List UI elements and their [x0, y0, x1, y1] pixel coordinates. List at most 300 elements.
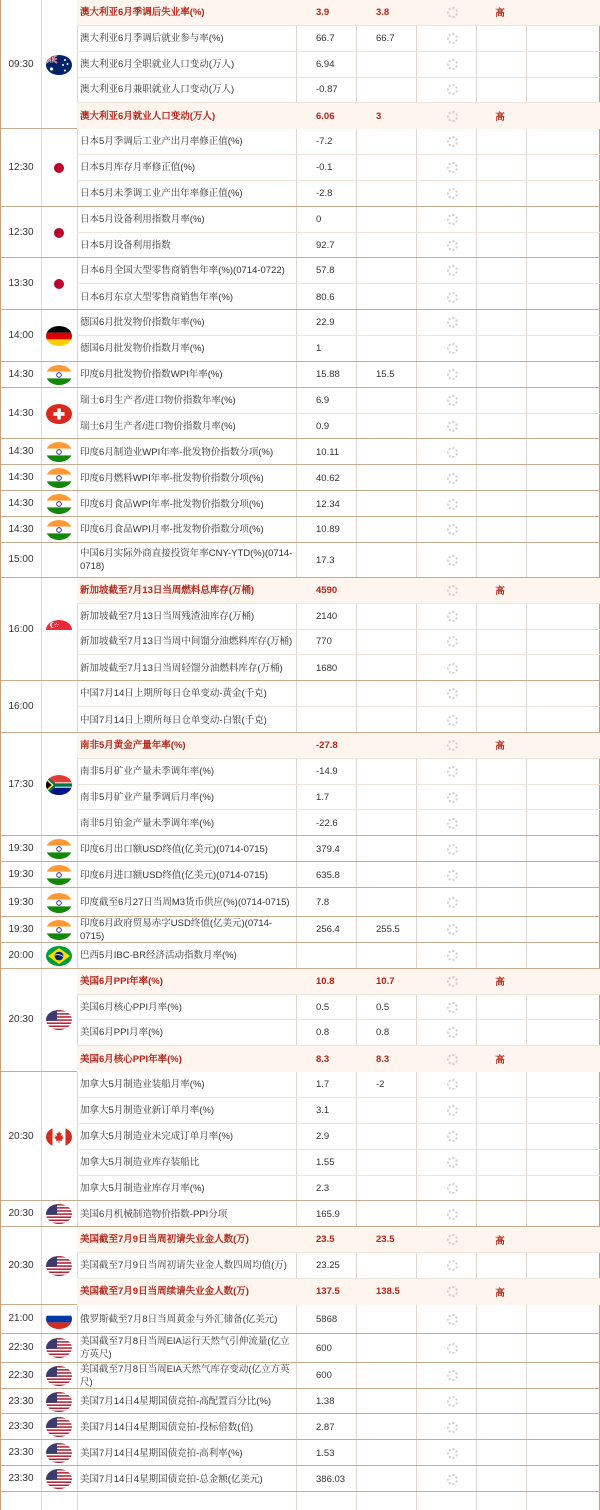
india-flag	[46, 520, 72, 540]
loading-spinner-icon	[447, 136, 458, 147]
loading-spinner-icon	[447, 740, 458, 751]
table-row[interactable]	[77, 604, 600, 630]
indicator-name: 印度6月食品WPI月率-批发物价指数分项(%)	[80, 524, 264, 536]
usa-flag	[46, 1010, 72, 1030]
table-row[interactable]	[77, 155, 600, 181]
event-time: 20:00	[8, 949, 34, 961]
importance-label: 高	[495, 741, 505, 753]
loading-spinner-icon	[447, 870, 458, 881]
importance-badge	[475, 862, 525, 888]
loading-spinner-icon	[447, 265, 458, 276]
previous-value: 635.8	[316, 869, 340, 881]
indicator-name: 俄罗斯截至7月8日当周黄金与外汇储备(亿美元)	[80, 1313, 278, 1325]
indicator-name: 美国截至7月9日当周初请失业金人数四周均值(万)	[80, 1260, 287, 1272]
actual-value-pending	[422, 604, 482, 629]
actual-value-pending	[422, 1415, 482, 1441]
table-row[interactable]	[77, 888, 600, 917]
importance-badge	[475, 995, 525, 1020]
previous-value: 17.3	[316, 554, 335, 566]
importance-badge	[475, 578, 525, 603]
table-row[interactable]	[77, 759, 600, 785]
previous-value: 2.9	[316, 1130, 330, 1142]
indicator-name: 日本5月设备利用指数月率(%)	[80, 213, 205, 225]
loading-spinner-icon	[447, 844, 458, 855]
previous-value: 1.55	[316, 1156, 335, 1168]
table-row[interactable]	[77, 733, 600, 759]
usa-flag	[46, 1204, 72, 1224]
table-row[interactable]	[77, 517, 600, 543]
table-row[interactable]	[77, 1072, 600, 1098]
importance-label: 高	[495, 1235, 505, 1247]
event-time: 22:30	[8, 1369, 34, 1381]
event-group	[1, 129, 600, 207]
importance-badge	[475, 1363, 525, 1389]
importance-badge	[475, 1305, 525, 1334]
table-row[interactable]	[77, 52, 600, 78]
indicator-name: 南非5月矿业产量未季调年率(%)	[80, 765, 215, 777]
importance-label: 高	[495, 586, 505, 598]
actual-value-pending	[422, 1124, 482, 1149]
loading-spinner-icon	[447, 976, 458, 987]
loading-spinner-icon	[447, 369, 458, 380]
importance-badge	[475, 681, 525, 706]
previous-value: 23.5	[316, 1234, 335, 1246]
table-row[interactable]	[77, 1020, 600, 1046]
importance-badge	[475, 759, 525, 784]
previous-value: 600	[316, 1342, 332, 1354]
indicator-name: 中国7月14日上期所每日仓单变动-黄金(千克)	[80, 688, 267, 700]
loading-spinner-icon	[447, 395, 458, 406]
indicator-name: 印度6月制造业WPI年率-批发物价指数分项(%)	[80, 446, 274, 458]
indicator-name: 加拿大5月制造业库存月率(%)	[80, 1182, 205, 1194]
brazil-flag	[46, 946, 72, 966]
event-group	[1, 1363, 600, 1389]
usa-flag	[46, 1443, 72, 1463]
loading-spinner-icon	[447, 688, 458, 699]
loading-spinner-icon	[447, 663, 458, 674]
forecast-value: 255.5	[376, 924, 400, 936]
previous-value: 0.9	[316, 421, 330, 433]
actual-value-pending	[422, 543, 482, 578]
indicator-name: 加拿大5月制造业新订单月率(%)	[80, 1104, 215, 1116]
loading-spinner-icon	[447, 473, 458, 484]
loading-spinner-icon	[447, 240, 458, 251]
actual-value-pending	[422, 862, 482, 888]
importance-badge	[475, 1020, 525, 1045]
previous-value: 1.53	[316, 1447, 335, 1459]
importance-badge	[475, 1440, 525, 1466]
table-row[interactable]	[77, 1440, 600, 1466]
importance-badge	[475, 1098, 525, 1123]
previous-value: 57.8	[316, 265, 335, 277]
actual-value-pending	[422, 491, 482, 517]
table-row[interactable]	[77, 681, 600, 707]
importance-badge	[475, 655, 525, 681]
indicator-name: 日本5月设备利用指数	[80, 240, 171, 252]
importance-badge	[475, 181, 525, 207]
table-row[interactable]	[77, 995, 600, 1021]
table-row[interactable]	[77, 543, 600, 578]
table-row[interactable]	[77, 129, 600, 155]
actual-value-pending	[422, 517, 482, 543]
event-time: 23:30	[8, 1421, 34, 1433]
forecast-value: 3	[376, 110, 382, 122]
previous-value: -2.8	[316, 188, 333, 200]
loading-spinner-icon	[447, 1260, 458, 1271]
previous-value: 12.34	[316, 498, 340, 510]
previous-value: 0.8	[316, 1027, 330, 1039]
previous-value: 7.8	[316, 897, 330, 909]
loading-spinner-icon	[447, 715, 458, 726]
event-group	[1, 439, 600, 465]
table-row[interactable]	[77, 1305, 600, 1334]
table-row[interactable]	[77, 439, 600, 465]
table-row[interactable]	[77, 491, 600, 517]
india-flag	[46, 865, 72, 885]
table-row[interactable]	[77, 259, 600, 285]
indicator-name: 美国7月14日4星期国债竞拍-总金额(亿美元)	[80, 1473, 263, 1485]
indicator-name: 美国6月PPI年率(%)	[80, 975, 163, 987]
table-row[interactable]	[77, 1415, 600, 1441]
actual-value-pending	[422, 578, 482, 603]
previous-value: 15.88	[316, 369, 340, 381]
table-row[interactable]	[77, 785, 600, 811]
previous-value: 4590	[316, 584, 338, 596]
actual-value-pending	[422, 759, 482, 784]
previous-value: 3.9	[316, 6, 330, 18]
previous-value: 1.38	[316, 1396, 335, 1408]
importance-badge	[475, 1201, 525, 1227]
event-time: 16:00	[8, 623, 34, 635]
importance-badge	[475, 733, 525, 758]
singapore-flag	[46, 620, 72, 640]
event-group	[1, 733, 600, 836]
event-group	[1, 681, 600, 733]
actual-value-pending	[422, 785, 482, 810]
event-time: 22:30	[8, 1342, 34, 1354]
indicator-name: 瑞士6月生产者/进口物价指数年率(%)	[80, 394, 236, 406]
usa-flag	[46, 1392, 72, 1412]
importance-badge	[475, 310, 525, 335]
table-row[interactable]	[77, 1334, 600, 1363]
importance-badge	[475, 207, 525, 232]
loading-spinner-icon	[447, 84, 458, 95]
previous-value: -0.1	[316, 162, 333, 174]
loading-spinner-icon	[447, 1079, 458, 1090]
importance-badge	[475, 1072, 525, 1097]
indicator-name: 日本5月季调后工业产出月率修正值(%)	[80, 136, 243, 148]
table-row[interactable]	[77, 1201, 600, 1227]
table-row[interactable]	[77, 707, 600, 733]
importance-badge	[475, 52, 525, 77]
table-row[interactable]	[77, 1046, 600, 1072]
loading-spinner-icon	[447, 611, 458, 622]
previous-value: 2.87	[316, 1421, 335, 1433]
previous-value: -14.9	[316, 765, 338, 777]
table-row[interactable]	[77, 103, 600, 129]
event-group	[1, 362, 600, 388]
actual-value-pending	[422, 969, 482, 994]
importance-badge	[475, 465, 525, 491]
actual-value-pending	[422, 310, 482, 335]
table-row[interactable]	[77, 1389, 600, 1415]
table-row[interactable]	[77, 810, 600, 836]
loading-spinner-icon	[447, 1054, 458, 1065]
event-time: 14:30	[8, 472, 34, 484]
previous-value: 23.25	[316, 1260, 340, 1272]
loading-spinner-icon	[447, 111, 458, 122]
event-time: 14:30	[8, 446, 34, 458]
previous-value: 1.7	[316, 791, 330, 803]
loading-spinner-icon	[447, 1474, 458, 1485]
forecast-value: 66.7	[376, 32, 395, 44]
actual-value-pending	[422, 181, 482, 207]
forecast-value: 10.7	[376, 975, 395, 987]
event-time: 23:30	[8, 1447, 34, 1459]
importance-badge	[475, 155, 525, 180]
forecast-value: 3.8	[376, 6, 390, 18]
importance-badge	[475, 836, 525, 862]
loading-spinner-icon	[447, 1448, 458, 1459]
table-row[interactable]	[77, 1176, 600, 1202]
importance-badge	[475, 414, 525, 440]
table-row[interactable]	[77, 233, 600, 259]
table-row[interactable]	[77, 969, 600, 995]
loading-spinner-icon	[447, 1183, 458, 1194]
table-row[interactable]	[77, 862, 600, 888]
table-row[interactable]	[77, 1363, 600, 1389]
loading-spinner-icon	[447, 1131, 458, 1142]
actual-value-pending	[422, 836, 482, 862]
indicator-name: 美国7月14日4星期国债竞拍-投标倍数(倍)	[80, 1421, 254, 1433]
indicator-name: 澳大利亚6月全职就业人口变动(万人)	[80, 58, 235, 70]
previous-value: 2140	[316, 610, 338, 622]
table-row[interactable]	[77, 78, 600, 104]
actual-value-pending	[422, 1020, 482, 1045]
importance-badge	[475, 1150, 525, 1175]
loading-spinner-icon	[447, 499, 458, 510]
indicator-name: 中国6月实际外商直接投资年率CNY-YTD(%)(0714-0718)	[80, 548, 293, 573]
loading-spinner-icon	[447, 1370, 458, 1381]
importance-label: 高	[495, 8, 505, 20]
table-row[interactable]	[77, 388, 600, 414]
event-time: 12:30	[8, 226, 34, 238]
indicator-name: 澳大利亚6月季调后失业率(%)	[80, 6, 205, 18]
actual-value-pending	[422, 655, 482, 681]
loading-spinner-icon	[447, 1234, 458, 1245]
table-row[interactable]	[77, 207, 600, 233]
previous-value: 386.03	[316, 1473, 346, 1485]
actual-value-pending	[422, 630, 482, 655]
indicator-name: 新加坡截至7月13日当周燃料总库存(万桶)	[80, 584, 255, 596]
indicator-name: 巴西5月IBC-BR经济活动指数月率(%)	[80, 950, 237, 962]
actual-value-pending	[422, 284, 482, 310]
table-row[interactable]	[77, 943, 600, 969]
actual-value-pending	[422, 362, 482, 388]
loading-spinner-icon	[447, 188, 458, 199]
event-group	[1, 1227, 600, 1305]
event-group	[1, 1415, 600, 1441]
indicator-name: 瑞士6月生产者/进口物价指数月率(%)	[80, 421, 236, 433]
previous-value: 6.06	[316, 110, 335, 122]
indicator-name: 加拿大5月制造业未完成订单月率(%)	[80, 1130, 234, 1142]
event-group	[1, 310, 600, 362]
event-time: 15:00	[8, 554, 34, 566]
table-row[interactable]	[77, 655, 600, 681]
table-row[interactable]	[77, 578, 600, 604]
importance-label: 高	[495, 1287, 505, 1299]
usa-flag	[46, 1256, 72, 1276]
table-row[interactable]	[77, 336, 600, 362]
importance-badge	[475, 1253, 525, 1278]
usa-flag	[46, 1469, 72, 1489]
importance-label: 高	[495, 977, 505, 989]
table-row[interactable]	[77, 836, 600, 862]
table-row[interactable]	[77, 0, 600, 26]
table-row[interactable]	[77, 630, 600, 656]
actual-value-pending	[422, 388, 482, 413]
indicator-name: 印度截至6月27日当周M3货币供应(%)(0714-0715)	[80, 897, 290, 909]
actual-value-pending	[422, 414, 482, 440]
importance-badge	[475, 543, 525, 578]
event-group	[1, 578, 600, 681]
actual-value-pending	[422, 943, 482, 969]
previous-value: 0.5	[316, 1001, 330, 1013]
indicator-name: 印度6月政府贸易赤字USD终值(亿美元)(0714-0715)	[80, 917, 273, 942]
importance-badge	[475, 129, 525, 154]
table-row[interactable]	[77, 414, 600, 440]
previous-value: 1.7	[316, 1079, 330, 1091]
previous-value	[316, 707, 376, 733]
actual-value-pending	[422, 707, 482, 733]
event-group	[1, 388, 600, 440]
event-time: 20:30	[8, 1014, 34, 1026]
loading-spinner-icon	[447, 585, 458, 596]
previous-value: -0.87	[316, 84, 338, 96]
event-group	[1, 836, 600, 862]
forecast-value: 8.3	[376, 1053, 390, 1065]
indicator-name: 印度6月燃料WPI年率-批发物价指数分项(%)	[80, 472, 264, 484]
india-flag	[46, 365, 72, 385]
previous-value: 0	[316, 213, 322, 225]
importance-badge	[475, 388, 525, 413]
table-row[interactable]	[77, 1124, 600, 1150]
event-time: 20:30	[8, 1130, 34, 1142]
table-row[interactable]	[77, 181, 600, 207]
table-row[interactable]	[77, 1466, 600, 1492]
indicator-name: 南非5月铂金产量未季调年率(%)	[80, 817, 215, 829]
loading-spinner-icon	[447, 818, 458, 829]
actual-value-pending	[422, 103, 482, 129]
actual-value-pending	[422, 681, 482, 706]
actual-value-pending	[422, 78, 482, 103]
event-group	[1, 207, 600, 259]
loading-spinner-icon	[447, 214, 458, 225]
actual-value-pending	[422, 52, 482, 77]
indicator-name: 中国7月14日上期所每日仓单变动-白银(千克)	[80, 714, 267, 726]
importance-badge	[475, 630, 525, 655]
germany-flag	[46, 326, 72, 346]
event-group	[1, 1201, 600, 1227]
actual-value-pending	[422, 1098, 482, 1123]
importance-badge	[475, 1124, 525, 1149]
importance-badge	[475, 943, 525, 969]
loading-spinner-icon	[447, 555, 458, 566]
loading-spinner-icon	[447, 447, 458, 458]
loading-spinner-icon	[447, 421, 458, 432]
actual-value-pending	[422, 1072, 482, 1097]
event-time: 14:30	[8, 407, 34, 419]
loading-spinner-icon	[447, 950, 458, 961]
actual-value-pending	[422, 155, 482, 180]
previous-value: 10.89	[316, 524, 340, 536]
indicator-name: 印度6月食品WPI年率-批发物价指数分项(%)	[80, 498, 264, 510]
table-row[interactable]	[77, 465, 600, 491]
loading-spinner-icon	[447, 524, 458, 535]
table-row[interactable]	[77, 310, 600, 336]
indicator-name: 南非5月黄金产量年率(%)	[80, 739, 186, 751]
indicator-name: 日本6月东京大型零售商销售年率(%)	[80, 291, 234, 303]
importance-label: 高	[495, 1055, 505, 1067]
table-row[interactable]	[77, 1098, 600, 1124]
previous-value: -27.8	[316, 739, 338, 751]
event-time: 13:30	[8, 278, 34, 290]
indicator-name: 新加坡截至7月13日当周轻馏分油燃料库存(万桶)	[80, 662, 283, 674]
previous-value: -22.6	[316, 817, 338, 829]
table-row[interactable]	[77, 26, 600, 52]
actual-value-pending	[422, 1046, 482, 1072]
previous-value: 66.7	[316, 32, 335, 44]
importance-badge	[475, 78, 525, 103]
importance-badge	[475, 336, 525, 362]
india-flag	[46, 442, 72, 462]
event-time: 19:30	[8, 869, 34, 881]
importance-badge	[475, 1466, 525, 1492]
canada-flag	[46, 1127, 72, 1147]
previous-value: 10.8	[316, 975, 335, 987]
indicator-name: 美国截至7月8日当周EIA天然气库存变动(亿立方英尺)	[80, 1363, 290, 1388]
event-time: 12:30	[8, 162, 34, 174]
table-row[interactable]	[77, 1227, 600, 1253]
actual-value-pending	[422, 336, 482, 362]
previous-value: 379.4	[316, 843, 340, 855]
previous-value	[316, 681, 376, 706]
table-row[interactable]	[77, 1279, 600, 1305]
actual-value-pending	[422, 917, 482, 943]
table-row[interactable]	[77, 1253, 600, 1279]
table-row[interactable]	[77, 1150, 600, 1176]
table-row[interactable]	[77, 917, 600, 943]
event-group	[1, 888, 600, 917]
event-time: 14:30	[8, 498, 34, 510]
importance-badge	[475, 1227, 525, 1252]
actual-value-pending	[422, 1279, 482, 1305]
previous-value: 256.4	[316, 924, 340, 936]
indicator-name: 澳大利亚6月就业人口变动(万人)	[80, 110, 216, 122]
loading-spinner-icon	[447, 924, 458, 935]
actual-value-pending	[422, 0, 482, 25]
actual-value-pending	[422, 1176, 482, 1202]
actual-value-pending	[422, 1253, 482, 1278]
importance-badge	[475, 810, 525, 836]
actual-value-pending	[422, 1389, 482, 1415]
table-row[interactable]	[77, 284, 600, 310]
loading-spinner-icon	[447, 1002, 458, 1013]
table-row[interactable]	[77, 362, 600, 388]
event-group	[1, 1440, 600, 1466]
loading-spinner-icon	[447, 343, 458, 354]
importance-badge	[475, 259, 525, 284]
